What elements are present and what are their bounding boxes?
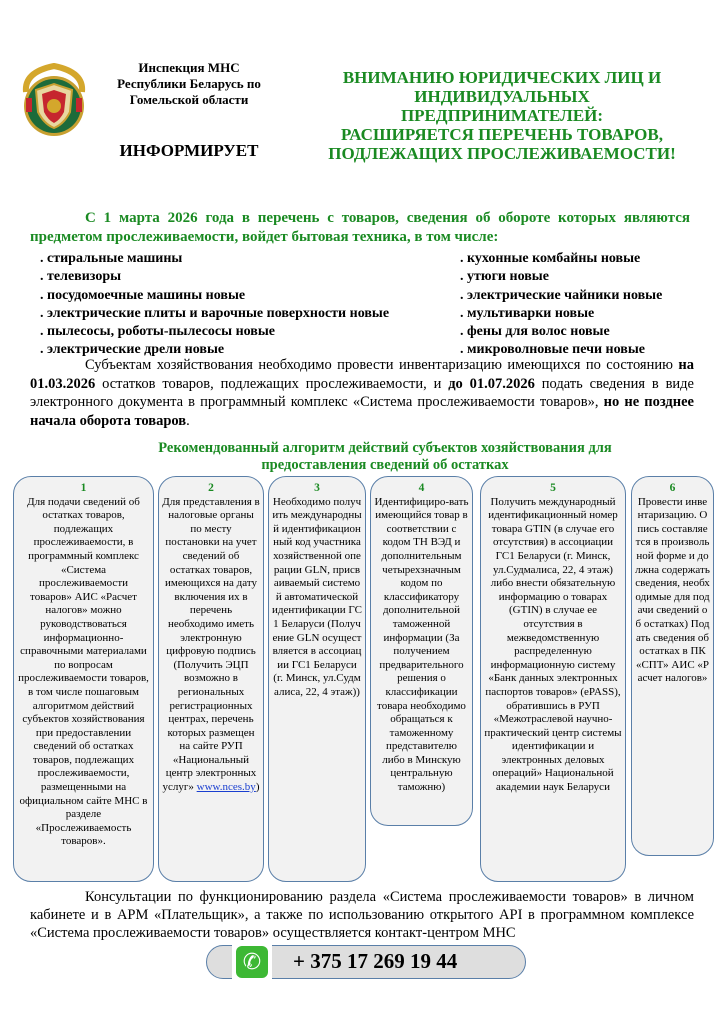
phone-banner[interactable] (206, 945, 526, 979)
goods-item: . мультиварки новые (460, 305, 595, 321)
goods-item: . посудомоечные машины новые (40, 287, 246, 303)
text: Для представления в налоговые органы по месту постановки на учет сведений об остатках товаров, имеющихся на дату включения их в перечень необходимо иметь электронную цифровую подпись (Получить ЭЦП возможно в региональных регистрационных центрах, перечень которых размещен на сайте РУП «Национальный центр электронных услуг» (162, 495, 260, 794)
text: подать сведения в виде электронного документа в программный комплекс «Система прослеживаемости товаров», (30, 375, 694, 410)
title-line: ИНДИВИДУАЛЬНЫХ (414, 87, 590, 106)
inventory-paragraph (30, 356, 694, 430)
title-line: ПРЕДПРИНИМАТЕЛЕЙ: (400, 106, 604, 125)
consultation-paragraph: Консультации по функционированию раздела «Система прослеживаемости товаров» в личном кабинете и в АРМ «Плательщик», а также по использованию открытого API в программном комплексе «Система прослеживаемости товаров» осуществляется контакт-центром МНС (30, 889, 694, 941)
informs-heading: ИНФОРМИРУЕТ (119, 141, 259, 160)
step-text: Для подачи сведений об остатках товаров, подлежащих прослеживаемости, в программный комплекс «Система прослеживаемости товаров» АИС «Расчет налогов» можно руководствоваться информационно-справочными материалами по вопросам прослеживаемости товаров, в том числе пошаговым алгоритмом действий субъектов хозяйствования при предоставлении сведений об остатках товаров, подлежащих прослеживаемости, размещенными на официальном сайте МНС в разделе «Прослеживаемость товаров». (18, 495, 149, 848)
step-card-6 (631, 476, 714, 856)
step-text (162, 496, 260, 795)
org-line: Инспекция МНС (138, 60, 240, 75)
org-line: Республики Беларусь по (117, 76, 261, 91)
main-title (292, 68, 712, 163)
goods-item: . стиральные машины (40, 251, 183, 266)
title-line: РАСШИРЯЕТСЯ ПЕРЕЧЕНЬ ТОВАРОВ, (341, 125, 663, 144)
text: Субъектам хозяйствования необходимо провести инвентаризацию имеющихся по состоянию (85, 357, 679, 373)
nces-link[interactable]: www.nces.by (196, 781, 256, 794)
text: ) (255, 781, 260, 794)
phone-number[interactable]: + 375 17 269 19 44 (293, 949, 458, 973)
goods-item: . электрические дрели новые (40, 342, 225, 358)
step-card-1 (13, 476, 154, 882)
org-line: Гомельской области (129, 92, 249, 107)
title-line: ВНИМАНИЮ ЮРИДИЧЕСКИХ ЛИЦ И (342, 68, 662, 87)
mns-emblem-logo (20, 62, 88, 140)
title-line: ПОДЛЕЖАЩИХ ПРОСЛЕЖИВАЕМОСТИ! (328, 144, 676, 163)
step-number: 1 (80, 482, 87, 494)
step-text: Идентифициро-вать имеющийся товар в соответствии с кодом ТН ВЭД и дополнительным четырехзначным кодом по классификатору дополнительной таможенной информации (За получением предварительного решения о классификации товара необходимо обращаться к таможенному представителю либо в Минскую центральную таможню) (374, 495, 469, 794)
step-card-2 (158, 476, 264, 882)
goods-item: . утюги новые (460, 269, 549, 285)
step-number: 3 (314, 482, 320, 494)
organization-name (104, 60, 274, 108)
step-number: 2 (208, 482, 214, 494)
step-text: Провести инвентаризацию. Опись составляется в произвольной форме и должна содержать сведения, необходимые для подачи сведений об остатках) Подать сведения об остатках в ПК «СПТ» АИС «Расчет налогов» (635, 495, 710, 685)
phone-icon: ✆ (232, 944, 272, 980)
emphasis: но не позднее начала оборота товаров (30, 394, 694, 429)
step-number: 5 (550, 482, 556, 494)
goods-list (40, 250, 700, 360)
step-number: 6 (669, 482, 676, 494)
step-text: Необходимо получить международный идентификационный код участника хозяйственной операции GLN, присваиваемый системой автоматической идентификации ГС1 Беларуси (Получение GLN осуществляется в ассоциации ГС1 Беларуси (г. Минск, ул.Судмалиса, 22, 4 этаж)) (272, 495, 362, 698)
date-start: на 01.03.2026 (30, 357, 694, 392)
text: остатков товаров, подлежащих прослеживаемости, и (95, 375, 449, 392)
goods-item: . микроволновые печи новые (460, 342, 645, 358)
text: . (186, 412, 190, 429)
goods-item: . пылесосы, роботы-пылесосы новые (40, 324, 275, 340)
goods-item: . электрические плиты и варочные поверхности новые (40, 305, 390, 321)
date-deadline: до 01.07.2026 (448, 375, 535, 392)
step-text: Получить международный идентификационный номер товара GTIN (в случае его отсутствия) в ассоциации ГС1 Беларуси (г. Минск, ул.Судмалиса, 22, 4 этаж) либо внести обязательную информацию о товарах (GTIN) в случае ее отсутствия в межведомственную распределенную информационную систему «Банк данных электронных паспортов товаров» (ePASS), обратившись в РУП «Межотраслевой научно-практический центр системы идентификации и электронных деловых операций» Национальной академии наук Беларуси (484, 495, 622, 794)
step-card-5 (480, 476, 626, 882)
intro-paragraph: С 1 марта 2026 года в перечень с товаров, сведения об обороте которых являются предметом прослеживаемости, войдет бытовая техника, в том числе: (30, 210, 690, 245)
goods-item: . электрические чайники новые (460, 287, 663, 303)
goods-item: . телевизоры (40, 269, 122, 285)
goods-item: . фены для волос новые (460, 324, 610, 340)
step-number: 4 (418, 482, 425, 494)
algorithm-title: Рекомендованный алгоритм действий субъектов хозяйствования для предоставления сведений об остатках (158, 440, 612, 473)
step-card-4 (370, 476, 473, 826)
goods-item: . кухонные комбайны новые (460, 251, 641, 266)
step-card-3 (268, 476, 366, 882)
